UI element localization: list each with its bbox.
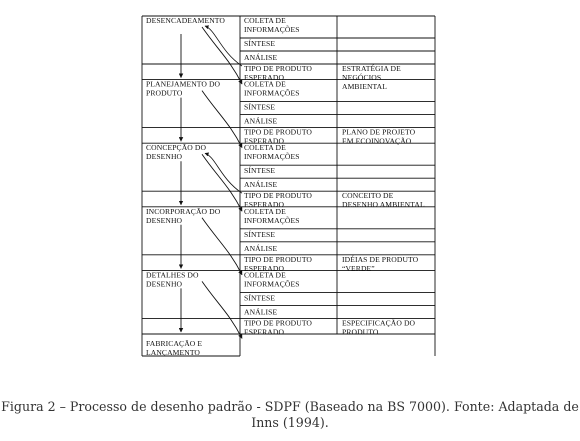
- feedback-arrow: [202, 281, 242, 338]
- return-arrow: [205, 153, 242, 193]
- stage-label-line: DESENHO: [146, 152, 183, 162]
- activity-label-line: SÍNTESE: [244, 229, 276, 239]
- table-cells: [146, 16, 425, 357]
- activity-label-line: INFORMAÇÕES: [244, 215, 300, 225]
- stage-label-line: INCORPORAÇÃO DO: [146, 206, 221, 216]
- feedback-arrow: [202, 27, 242, 84]
- stage-label-line: PRODUTO: [146, 88, 183, 98]
- stage-label-line: CONCEPÇÃO DO: [146, 143, 207, 153]
- activity-label-line: INFORMAÇÕES: [244, 25, 300, 34]
- activity-label-line: SÍNTESE: [244, 166, 276, 176]
- activity-label-line: COLETA DE: [244, 143, 286, 153]
- activity-label-line: TIPO DE PRODUTO: [244, 254, 313, 264]
- activity-label: [244, 102, 275, 112]
- activity-label: [244, 306, 277, 316]
- stage-label: [146, 270, 199, 288]
- activity-label-line: ESPERADO: [244, 263, 285, 273]
- stage-label-line: DESENCADEAMENTO: [146, 16, 225, 25]
- activity-label: [244, 80, 300, 98]
- stage-output-line: IDÉIAS DE PRODUTO: [342, 254, 419, 264]
- stage-label-line: DESENHO: [146, 279, 183, 289]
- activity-label: [244, 143, 300, 161]
- activity-label: [244, 179, 277, 189]
- activity-label-line: ANÁLISE: [244, 307, 278, 317]
- final-stage-label-line: LANÇAMENTO: [146, 348, 201, 357]
- stage-output-line: AMBIENTAL: [342, 82, 388, 91]
- stage-label: [146, 142, 206, 161]
- stage-label: [146, 80, 221, 98]
- stage-output: [342, 128, 416, 146]
- stage-output-line: NEGÓCIOS: [342, 73, 382, 82]
- activity-label-line: COLETA DE: [244, 79, 286, 89]
- stage-output-line: PRODUTO: [342, 327, 379, 337]
- figure-caption: Figura 2 – Processo de desenho padrão - SDPF (Baseado na BS 7000). Fonte: Adaptada de Inns (1994).: [1, 399, 579, 430]
- stage-output-line: DESENHO AMBIENTAL: [342, 200, 425, 210]
- final-stage-label-line: FABRICAÇÃO E: [146, 339, 203, 348]
- activity-label: [244, 16, 300, 34]
- activity-label-line: ANÁLISE: [244, 116, 278, 126]
- activity-label-line: ANÁLISE: [244, 180, 278, 190]
- activity-label-line: TIPO DE PRODUTO: [244, 191, 313, 201]
- final-stage-label: [146, 338, 202, 357]
- activity-label-line: INFORMAÇÕES: [244, 88, 300, 98]
- stage-label-line: DESENHO: [146, 215, 183, 225]
- activity-label-line: ESPERADO: [244, 200, 285, 210]
- feedback-arrow: [202, 91, 242, 148]
- stage-output: [342, 63, 401, 91]
- activity-label: [244, 52, 277, 62]
- return-arrow: [205, 26, 242, 66]
- activity-label-line: ESPERADO: [244, 327, 285, 337]
- activity-label-line: COLETA DE: [244, 270, 286, 280]
- activity-label: [244, 270, 300, 288]
- activity-label: [244, 292, 275, 302]
- stage-label-line: PLANEJAMENTO DO: [146, 79, 221, 89]
- feedback-arrow: [202, 218, 242, 275]
- activity-label: [244, 116, 277, 126]
- stage-label: [146, 206, 221, 225]
- stage-output-line: ESPECIFICAÇÃO DO: [342, 318, 416, 328]
- stage-output-line: ESTRATÉGIA DE: [342, 64, 401, 73]
- activity-label-line: ESPERADO: [244, 73, 285, 82]
- activity-label-line: SÍNTESE: [244, 39, 276, 48]
- stage-output-line: PLANO DE PROJETO: [342, 127, 416, 137]
- activity-label-line: TIPO DE PRODUTO: [244, 127, 313, 137]
- activity-label-line: ESPERADO: [244, 136, 285, 146]
- activity-label-line: SÍNTESE: [244, 293, 276, 303]
- stage-output-line: “VERDE”: [342, 263, 375, 273]
- stage-output-line: EM ECOINOVAÇÃO: [342, 136, 412, 146]
- activity-label: [244, 165, 275, 175]
- activity-label-line: TIPO DE PRODUTO: [244, 64, 313, 73]
- stage-output-line: CONCEITO DE: [342, 191, 394, 201]
- activity-label-line: ANÁLISE: [244, 243, 278, 253]
- stage-output: [342, 191, 425, 209]
- activity-label: [244, 243, 277, 253]
- activity-label: [244, 207, 300, 225]
- activity-label-line: COLETA DE: [244, 16, 286, 25]
- flow-arrows: [181, 26, 242, 338]
- activity-label: [244, 229, 275, 239]
- activity-label: [244, 38, 275, 48]
- activity-label-line: ANÁLISE: [244, 53, 278, 62]
- stage-label: [146, 16, 225, 25]
- activity-label-line: INFORMAÇÕES: [244, 152, 300, 162]
- activity-label-line: INFORMAÇÕES: [244, 279, 300, 289]
- feedback-arrow: [202, 154, 242, 211]
- activity-label-line: COLETA DE: [244, 206, 286, 216]
- activity-label-line: TIPO DE PRODUTO: [244, 318, 313, 328]
- activity-label-line: SÍNTESE: [244, 102, 276, 112]
- stage-label-line: DETALHES DO: [146, 270, 199, 280]
